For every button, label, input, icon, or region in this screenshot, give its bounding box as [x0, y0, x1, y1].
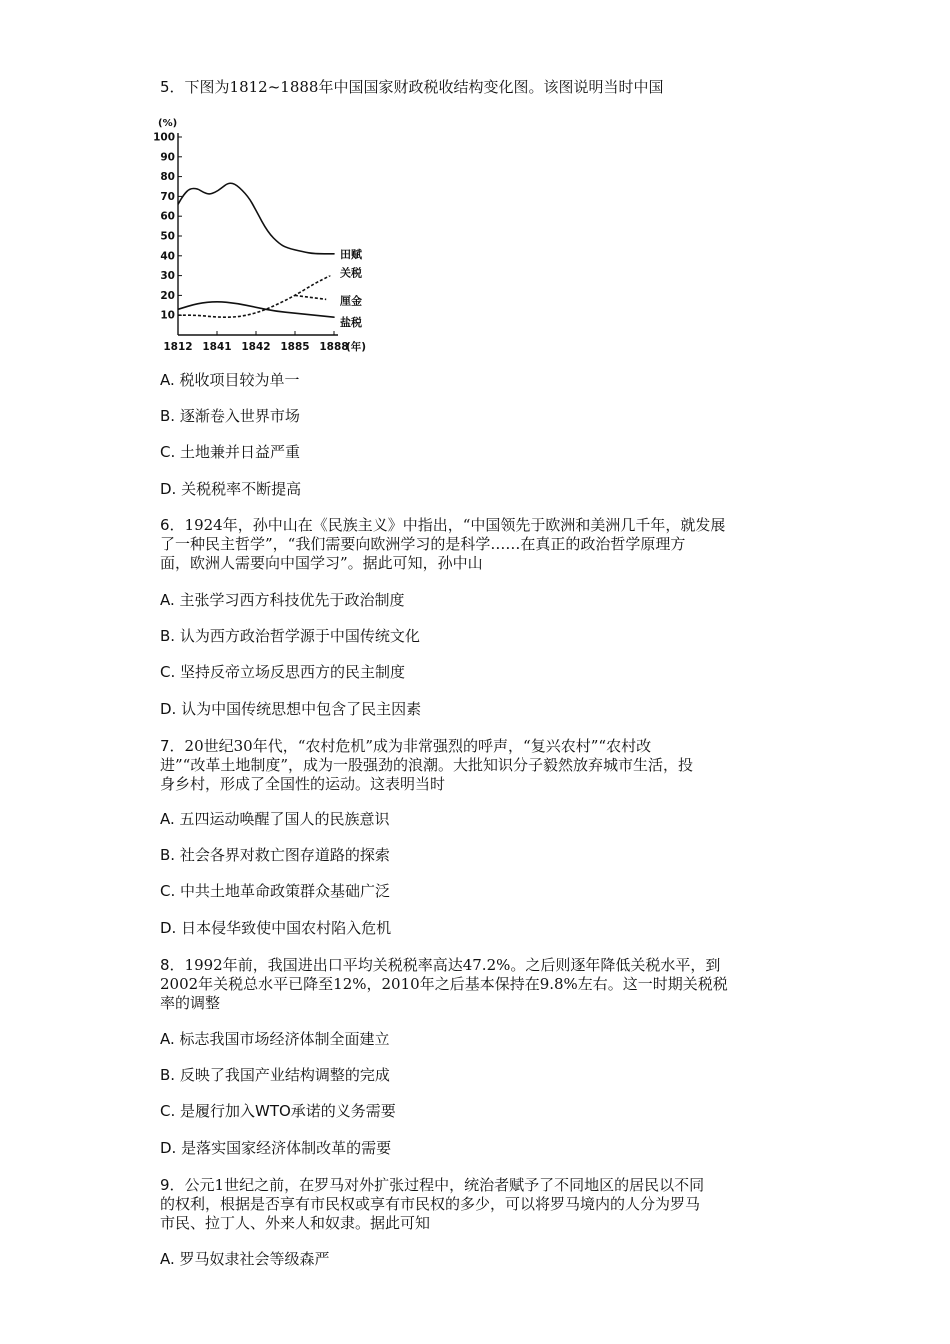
- y-tick-label: 10: [160, 309, 175, 322]
- option-a[interactable]: A. 罗马奴隶社会等级森严: [160, 1250, 330, 1268]
- option-c[interactable]: C. 坚持反帝立场反思西方的民主制度: [160, 663, 406, 681]
- question-text-line: 进”“改革土地制度”，成为一股强劲的浪潮。大批知识分子毅然放弃城市生活，投: [160, 756, 694, 774]
- question-text-line: 1992年前，我国进出口平均关税税率高达47.2%。之后则逐年降低关税水平，到: [184, 956, 721, 974]
- question-number: 5．: [160, 78, 185, 96]
- y-tick-label: 100: [153, 131, 175, 144]
- option-a[interactable]: A. 标志我国市场经济体制全面建立: [160, 1030, 390, 1048]
- option-d[interactable]: D. 是落实国家经济体制改革的需要: [160, 1139, 392, 1157]
- option-b[interactable]: B. 社会各界对救亡图存道路的探索: [160, 846, 390, 864]
- option-c[interactable]: C. 土地兼并日益严重: [160, 443, 301, 461]
- question-text-line: 1924年，孙中山在《民族主义》中指出，“中国领先于欧洲和美洲几千年，就发展: [184, 516, 726, 534]
- y-tick-label: 90: [160, 151, 175, 164]
- question-number: 7．: [160, 737, 185, 755]
- option-b[interactable]: B. 逐渐卷入世界市场: [160, 407, 300, 425]
- question-text-line: 市民、拉丁人、外来人和奴隶。据此可知: [160, 1214, 431, 1232]
- question-text-line: 面，欧洲人需要向中国学习”。据此可知，孙中山: [160, 554, 483, 572]
- y-tick-label: 50: [160, 230, 175, 243]
- option-d[interactable]: D. 关税税率不断提高: [160, 480, 302, 498]
- x-tick-label: 1812: [163, 341, 193, 353]
- x-tick-label: 1841: [202, 341, 232, 353]
- question-9: [160, 1176, 800, 1233]
- series-line-2: [295, 295, 326, 299]
- tax-structure-chart: [152, 112, 392, 362]
- question-5: [160, 78, 800, 97]
- question-text-line: 2002年关税总水平已降至12%，2010年之后基本保持在9.8%左右。这一时期关税税: [160, 975, 728, 993]
- series-label: 田赋: [340, 247, 362, 261]
- series-label: 盐税: [340, 316, 362, 330]
- question-number: 6．: [160, 516, 185, 534]
- question-8: [160, 956, 800, 1013]
- x-tick-label: 1885: [280, 341, 310, 353]
- question-6: [160, 516, 800, 573]
- y-tick-label: 40: [160, 250, 175, 263]
- series-label: 关税: [340, 266, 362, 280]
- question-number: 8．: [160, 956, 185, 974]
- series-line-0: [178, 183, 334, 254]
- x-axis-unit: (年): [346, 341, 367, 353]
- question-text-line: 下图为1812~1888年中国国家财政税收结构变化图。该图说明当时中国: [184, 78, 664, 96]
- option-d[interactable]: D. 日本侵华致使中国农村陷入危机: [160, 919, 392, 937]
- y-tick-label: 70: [160, 190, 175, 203]
- question-text-line: 了一种民主哲学”，“我们需要向欧洲学习的是科学……在真正的政治哲学原理方: [160, 535, 686, 553]
- y-tick-label: 60: [160, 210, 175, 223]
- y-tick-label: 20: [160, 289, 175, 302]
- question-text-line: 公元1世纪之前，在罗马对外扩张过程中，统治者赋予了不同地区的居民以不同: [184, 1176, 705, 1194]
- question-text-line: 的权利，根据是否享有市民权或享有市民权的多少，可以将罗马境内的人分为罗马: [160, 1195, 701, 1213]
- question-7: [160, 737, 800, 794]
- option-d[interactable]: D. 认为中国传统思想中包含了民主因素: [160, 700, 422, 718]
- option-a[interactable]: A. 主张学习西方科技优先于政治制度: [160, 591, 405, 609]
- series-line-3: [178, 302, 334, 317]
- y-axis-unit: (%): [158, 118, 178, 129]
- option-b[interactable]: B. 反映了我国产业结构调整的完成: [160, 1066, 390, 1084]
- option-c[interactable]: C. 中共土地革命政策群众基础广泛: [160, 882, 391, 900]
- x-tick-label: 1842: [241, 341, 271, 353]
- question-number: 9．: [160, 1176, 185, 1194]
- question-text-line: 身乡村，形成了全国性的运动。这表明当时: [160, 775, 446, 793]
- x-tick-label: 1888: [319, 341, 349, 353]
- option-b[interactable]: B. 认为西方政治哲学源于中国传统文化: [160, 627, 420, 645]
- option-c[interactable]: C. 是履行加入WTO承诺的义务需要: [160, 1102, 396, 1120]
- y-tick-label: 30: [160, 270, 175, 283]
- option-a[interactable]: A. 五四运动唤醒了国人的民族意识: [160, 810, 390, 828]
- option-a[interactable]: A. 税收项目较为单一: [160, 371, 300, 389]
- series-label: 厘金: [340, 294, 362, 308]
- question-text-line: 20世纪30年代，“农村危机”成为非常强烈的呼声，“复兴农村”“农村改: [184, 737, 652, 755]
- question-text-line: 率的调整: [160, 994, 221, 1012]
- y-tick-label: 80: [160, 171, 175, 184]
- line-chart: [152, 112, 392, 362]
